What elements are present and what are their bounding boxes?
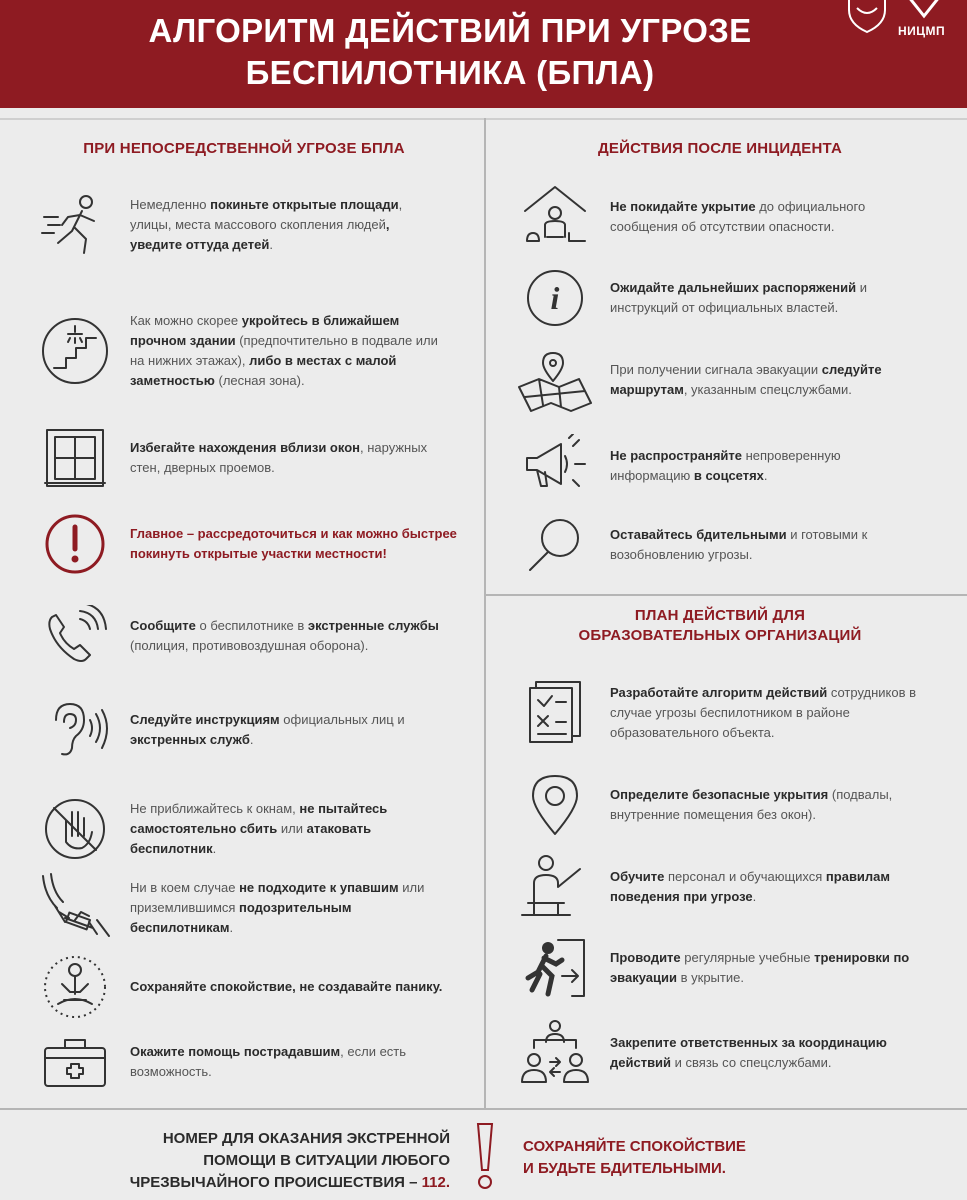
- title-line-2: БЕСПИЛОТНИКА (БПЛА): [245, 54, 655, 91]
- teacher-icon: [500, 853, 610, 921]
- left-item-text: [130, 710, 450, 750]
- left-item-text: [130, 311, 440, 391]
- right-bottom-item: [500, 852, 960, 922]
- left-item-text: [130, 524, 460, 564]
- right-top-section-title: ДЕЙСТВИЯ ПОСЛЕ ИНЦИДЕНТА: [598, 140, 842, 157]
- text-part: , если есть возможность.: [130, 1044, 407, 1079]
- warning-icon: [20, 513, 130, 575]
- right-top-item: [500, 176, 950, 258]
- left-item: [20, 424, 470, 492]
- text-bold-part: Проводите: [610, 950, 681, 965]
- left-section-title: ПРИ НЕПОСРЕДСТВЕННОЙ УГРОЗЕ БПЛА: [83, 140, 405, 157]
- text-part: Немедленно: [130, 197, 211, 212]
- text-bold-part: Определите безопасные укрытия: [610, 787, 829, 802]
- text-bold-part: тренировки по эвакуации: [610, 950, 910, 985]
- right-bottom-item: [500, 768, 960, 842]
- text-part: в укрытие.: [677, 970, 744, 985]
- no-hand-icon: [20, 796, 130, 862]
- evacuation-icon: [500, 936, 610, 1000]
- text-part: Как можно скорее: [130, 313, 242, 328]
- left-item: [20, 296, 470, 406]
- text-part: .: [249, 732, 254, 747]
- text-part: до официального сообщения об отсутствии опасности.: [610, 199, 866, 234]
- right-section-divider: [486, 594, 967, 596]
- right-item-text: [610, 867, 930, 907]
- right-bottom-title-line-2: ОБРАЗОВАТЕЛЬНЫХ ОРГАНИЗАЦИЙ: [578, 627, 862, 644]
- logo-text: НИЦМП: [898, 24, 946, 38]
- text-bold-part: , уведите оттуда детей: [130, 217, 390, 252]
- text-part: .: [269, 237, 273, 252]
- text-part: (лесная зона).: [214, 373, 305, 388]
- header-banner: [0, 0, 967, 108]
- left-item: [20, 176, 470, 274]
- footer-slogan: [523, 1136, 943, 1180]
- magnifier-icon: [500, 514, 610, 576]
- text-bold-part: Сообщите: [130, 618, 196, 633]
- footer-divider: [0, 1108, 967, 1110]
- footer-right-line-2: И БУДЬТЕ БДИТЕЛЬНЫМИ.: [523, 1160, 726, 1177]
- left-item: [20, 790, 470, 868]
- text-bold-part: не подходите к упавшим: [239, 880, 399, 895]
- column-divider: [484, 118, 486, 1108]
- text-part: и связь со спецслужбами.: [671, 1055, 832, 1070]
- text-part: Ни в коем случае: [130, 880, 240, 895]
- heart-logo-icon: [904, 0, 944, 22]
- text-bold-part: Окажите помощь пострадавшим: [130, 1044, 341, 1059]
- left-item-text: [130, 1042, 450, 1082]
- right-bottom-title-line-1: ПЛАН ДЕЙСТВИЙ ДЛЯ: [634, 607, 806, 624]
- text-part: .: [212, 841, 217, 856]
- right-item-text: [610, 278, 910, 318]
- right-item-text: [610, 785, 930, 825]
- checklist-icon: [500, 678, 610, 748]
- text-bold-part: Ожидайте дальнейших распоряжений: [610, 280, 857, 295]
- text-part: персонал и обучающихся: [664, 869, 826, 884]
- text-bold-part: Не распространяйте: [610, 448, 742, 463]
- window-icon: [20, 427, 130, 489]
- text-part: или: [277, 821, 307, 836]
- exclamation-icon: [474, 1122, 496, 1192]
- shelter-person-icon: [500, 181, 610, 253]
- text-part: .: [752, 889, 757, 904]
- right-bottom-section-title: [500, 606, 940, 646]
- text-bold-part: экстренных служб: [130, 732, 250, 747]
- text-bold-part: атаковать беспилотник: [130, 821, 372, 856]
- text-part: непроверенную информацию: [610, 448, 841, 483]
- right-item-text: [610, 360, 920, 400]
- text-part: .: [763, 468, 768, 483]
- stairs-shelter-icon: [20, 316, 130, 386]
- text-bold-part: Избегайте нахождения вблизи окон: [130, 440, 360, 455]
- text-part: , указанным спецслужбами.: [683, 382, 852, 397]
- left-item: [20, 506, 470, 582]
- text-part: (подвалы, внутренние помещения без окон).: [610, 787, 893, 822]
- text-part: и готовыми к возобновлению угрозы.: [610, 527, 868, 562]
- left-item-text: [130, 195, 430, 255]
- team-icon: [500, 1018, 610, 1088]
- right-top-item: [500, 426, 950, 506]
- first-aid-kit-icon: [20, 1034, 130, 1090]
- right-bottom-item: [500, 666, 960, 760]
- right-item-text: [610, 1033, 930, 1073]
- right-bottom-item: [500, 1014, 960, 1092]
- left-item-text: [130, 878, 450, 938]
- left-item-text: [130, 799, 450, 859]
- footer-emergency-number: [20, 1128, 450, 1194]
- running-person-icon: [20, 193, 130, 257]
- text-part: , наружных стен, дверных проемов.: [130, 440, 428, 475]
- text-part: , улицы, места массового скопления людей: [130, 197, 403, 232]
- text-part: или приземлившимся: [130, 880, 425, 915]
- left-item: [20, 1032, 470, 1092]
- title-line-1: АЛГОРИТМ ДЕЙСТВИЙ ПРИ УГРОЗЕ: [148, 12, 752, 49]
- text-part: и инструкций от официальных властей.: [610, 280, 868, 315]
- shield-logo-icon: [845, 0, 889, 34]
- left-item: [20, 866, 470, 950]
- text-part: (предпочтительно в подвале или на нижних этажах),: [130, 333, 438, 368]
- footer-left-line-1: НОМЕР ДЛЯ ОКАЗАНИЯ ЭКСТРЕННОЙ: [162, 1130, 450, 1147]
- text-part: (полиция, противовоздушная оборона).: [130, 638, 369, 653]
- right-item-text: [610, 446, 910, 486]
- left-item-text: [130, 438, 450, 478]
- text-bold-part: в соцсетях: [693, 468, 764, 483]
- right-item-text: [610, 948, 930, 988]
- right-top-item: [500, 342, 950, 418]
- text-part: Не приближайтесь к окнам,: [130, 801, 300, 816]
- fallen-drone-icon: [20, 872, 130, 944]
- text-bold-part: Обучите: [610, 869, 665, 884]
- left-item: [20, 952, 470, 1022]
- text-bold-part: Закрепите ответственных за координацию действий: [610, 1035, 887, 1070]
- footer-left-line-3: ЧРЕЗВЫЧАЙНОГО ПРОИСШЕСТВИЯ –: [129, 1174, 422, 1191]
- text-bold-part: Оставайтесь бдительными: [610, 527, 787, 542]
- emergency-number: 112.: [421, 1174, 450, 1191]
- text-bold-part: не пытайтесь самостоятельно сбить: [130, 801, 388, 836]
- meditation-icon: [20, 954, 130, 1020]
- ear-icon: [20, 700, 130, 760]
- phone-icon: [20, 605, 130, 667]
- text-bold-part: правилам поведения при угрозе: [610, 869, 891, 904]
- left-item: [20, 692, 470, 768]
- right-bottom-item: [500, 930, 960, 1006]
- text-bold-part: Главное – рассредоточиться и как можно быстрее покинуть открытые участки местности!: [130, 526, 457, 561]
- text-part: При получении сигнала эвакуации: [610, 362, 822, 377]
- text-part: о беспилотнике в: [195, 618, 308, 633]
- footer-right-line-1: СОХРАНЯЙТЕ СПОКОЙСТВИЕ: [523, 1138, 746, 1155]
- text-bold-part: Следуйте инструкциям: [130, 712, 280, 727]
- text-bold-part: следуйте маршрутам: [610, 362, 882, 397]
- map-pin-icon: [500, 347, 610, 413]
- svg-text:i: i: [550, 280, 560, 316]
- footer-left-line-2: ПОМОЩИ В СИТУАЦИИ ЛЮБОГО: [203, 1152, 450, 1169]
- text-bold-part: экстренные службы: [307, 618, 439, 633]
- text-bold-part: либо в местах с малой заметностью: [130, 353, 397, 388]
- text-part: официальных лиц и: [279, 712, 405, 727]
- right-top-item: [500, 260, 950, 336]
- left-item-text: [130, 616, 450, 656]
- text-bold-part: Не покидайте укрытие: [610, 199, 756, 214]
- text-bold-part: подозрительным беспилотникам: [130, 900, 352, 935]
- left-item-text: [130, 977, 450, 997]
- right-item-text: [610, 525, 910, 565]
- text-bold-part: Сохраняйте спокойствие, не создавайте панику.: [130, 979, 443, 994]
- text-part: сотрудников в случае угрозы беспилотником в районе образовательного объекта.: [610, 685, 917, 740]
- page-title: [70, 0, 830, 94]
- text-bold-part: укройтесь в ближайшем прочном здании: [130, 313, 400, 348]
- left-item: [20, 596, 470, 676]
- text-bold-part: Разработайте алгоритм действий: [610, 685, 828, 700]
- text-part: регулярные учебные: [680, 950, 815, 965]
- right-item-text: [610, 197, 910, 237]
- location-icon: [500, 772, 610, 838]
- info-icon: [500, 267, 610, 329]
- right-item-text: [610, 683, 930, 743]
- megaphone-icon: [500, 434, 610, 498]
- right-top-item: [500, 508, 950, 582]
- text-bold-part: покиньте открытые площади: [210, 197, 399, 212]
- text-part: .: [229, 920, 234, 935]
